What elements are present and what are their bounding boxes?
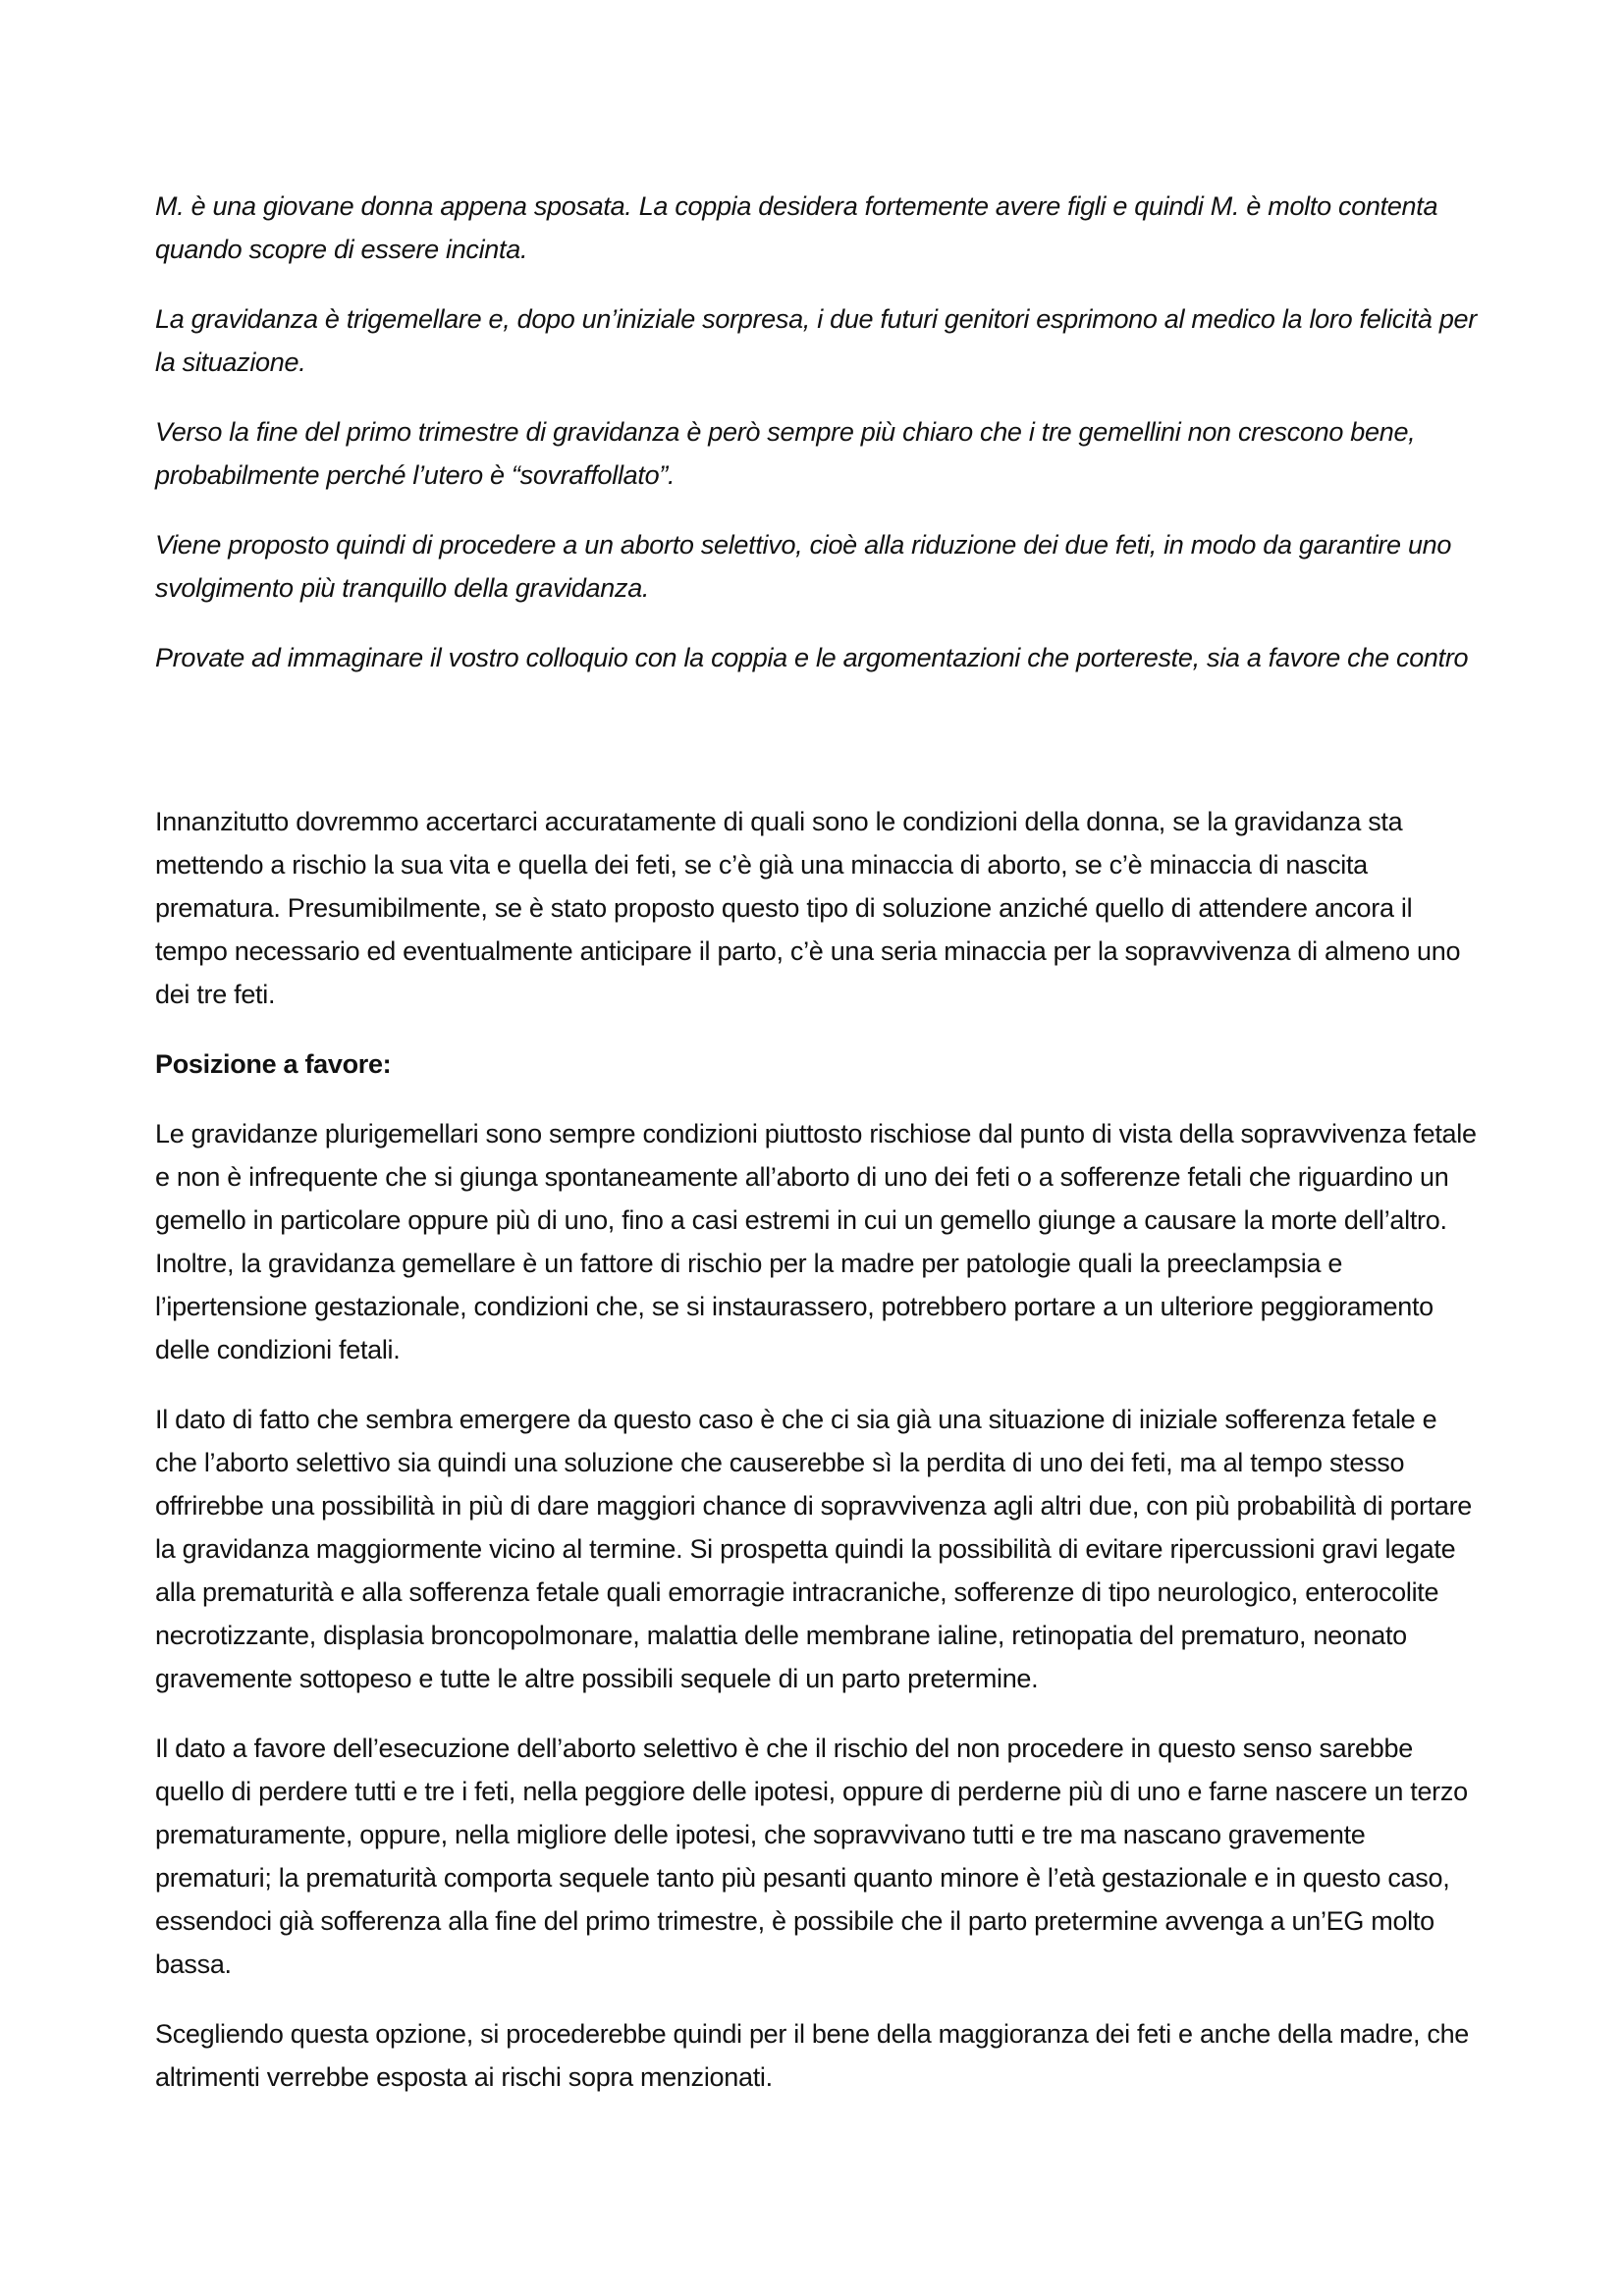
section-heading: Posizione a favore: — [155, 1049, 392, 1079]
section-spacer — [155, 706, 1481, 800]
document-body — [155, 185, 1481, 2125]
case-paragraph-1: M. è una giovane donna appena sposata. La coppia desidera fortemente avere figli e quindi M. è molto contenta quando scopre di essere incinta. — [155, 191, 1438, 264]
case-description — [155, 185, 1481, 679]
intro-paragraph: Innanzitutto dovremmo accertarci accuratamente di quali sono le condizioni della donna, se la gravidanza sta mettendo a rischio la sua vita e quella dei feti, se c’è già una minaccia di aborto, se c’è minaccia di nascita prematura. Presumibilmente, se è stato proposto questo tipo di soluzione anziché quello di attendere ancora il tempo necessario ed eventualmente anticipare il parto, c’è una seria minaccia per la sopravvivenza di almeno uno dei tre feti. — [155, 807, 1461, 1009]
body-paragraph-1: Le gravidanze plurigemellari sono sempre condizioni piuttosto rischiose dal punto di vista della sopravvivenza fetale e non è infrequente che si giunga spontaneamente all’aborto di uno dei feti o a sofferenze fetali che riguardino un gemello in particolare oppure più di uno, fino a casi estremi in cui un gemello giunge a causare la morte dell’altro. Inoltre, la gravidanza gemellare è un fattore di rischio per la madre per patologie quali la preeclampsia e l’ipertensione gestazionale, condizioni che, se si instaurassero, potrebbero portare a un ulteriore peggioramento delle condizioni fetali. — [155, 1119, 1477, 1364]
case-question: Provate ad immaginare il vostro colloquio con la coppia e le argomentazioni che portereste, sia a favore che contro — [155, 643, 1469, 672]
case-paragraph-3: Verso la fine del primo trimestre di gravidanza è però sempre più chiaro che i tre gemellini non crescono bene, probabilmente perché l’utero è “sovraffollato”. — [155, 417, 1416, 490]
case-paragraph-2: La gravidanza è trigemellare e, dopo un’iniziale sorpresa, i due futuri genitori esprimono al medico la loro felicità per la situazione. — [155, 304, 1477, 377]
body-paragraph-2: Il dato di fatto che sembra emergere da questo caso è che ci sia già una situazione di iniziale sofferenza fetale e che l’aborto selettivo sia quindi una soluzione che causerebbe sì la perdita di uno dei feti, ma al tempo stesso offrirebbe una possibilità in più di dare maggiori chance di sopravvivenza agli altri due, con più probabilità di portare la gravidanza maggiormente vicino al termine. Si prospetta quindi la possibilità di evitare ripercussioni gravi legate alla prematurità e alla sofferenza fetale quali emorragie intracraniche, sofferenze di tipo neurologico, enterocolite necrotizzante, displasia broncopolmonare, malattia delle membrane ialine, retinopatia del prematuro, neonato gravemente sottopeso e tutte le altre possibili sequele di un parto pretermine. — [155, 1405, 1473, 1693]
body-paragraph-4: Scegliendo questa opzione, si procederebbe quindi per il bene della maggioranza dei feti e anche della madre, che altrimenti verrebbe esposta ai rischi sopra menzionati. — [155, 2019, 1470, 2092]
body-paragraph-3: Il dato a favore dell’esecuzione dell’aborto selettivo è che il rischio del non procedere in questo senso sarebbe quello di perdere tutti e tre i feti, nella peggiore delle ipotesi, oppure di perderne più di uno e farne nascere un terzo prematuramente, oppure, nella migliore delle ipotesi, che sopravvivano tutti e tre ma nascano gravemente prematuri; la prematurità comporta sequele tanto più pesanti quanto minore è l’età gestazionale e in questo caso, essendoci già sofferenza alla fine del primo trimestre, è possibile che il parto pretermine avvenga a un’EG molto bassa. — [155, 1734, 1468, 1979]
case-paragraph-4: Viene proposto quindi di procedere a un aborto selettivo, cioè alla riduzione dei due feti, in modo da garantire uno svolgimento più tranquillo della gravidanza. — [155, 530, 1452, 603]
